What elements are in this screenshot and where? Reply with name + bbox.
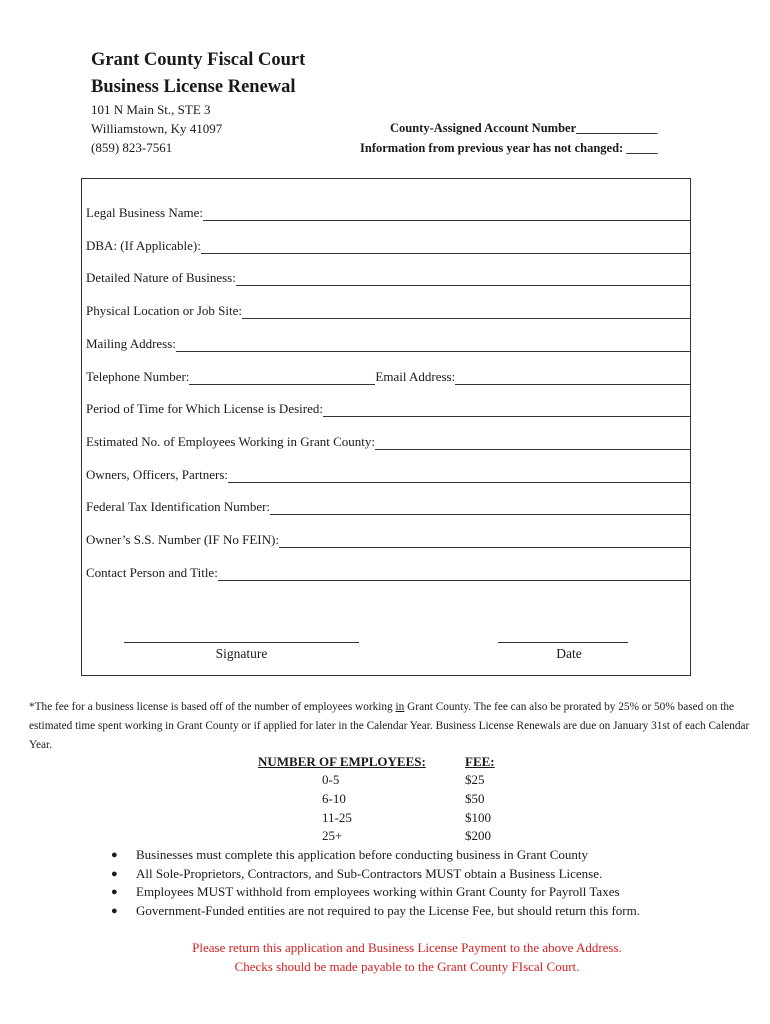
physical-location-field[interactable] <box>86 301 691 319</box>
nature-of-business-label: Detailed Nature of Business: <box>86 270 236 285</box>
contact-person-field[interactable] <box>86 563 691 581</box>
list-item-text: Businesses must complete this application before conducting business in Grant County <box>136 847 589 862</box>
legal-business-name-field[interactable] <box>86 203 691 221</box>
list-item <box>111 846 640 865</box>
phone: (859) 823-7561 <box>91 140 173 155</box>
dba-field[interactable] <box>86 236 691 254</box>
legal-business-name-line[interactable] <box>203 207 691 221</box>
license-period-field[interactable] <box>86 399 691 417</box>
contact-person-label: Contact Person and Title: <box>86 565 218 580</box>
email-line[interactable] <box>455 371 691 385</box>
list-item <box>111 883 640 902</box>
employees-column-header: NUMBER OF EMPLOYEES: <box>258 754 426 769</box>
telephone-email-field[interactable] <box>86 367 691 385</box>
fee-note <box>29 698 753 755</box>
date-label: Date <box>556 646 582 661</box>
owners-label: Owners, Officers, Partners: <box>86 467 228 482</box>
fee-cell: $25 <box>465 772 485 787</box>
address-line-2: Williamstown, Ky 41097 <box>91 121 223 136</box>
fee-column-header: FEE: <box>465 754 495 769</box>
date-line[interactable] <box>498 642 628 643</box>
signature-label: Signature <box>215 646 268 661</box>
license-period-label: Period of Time for Which License is Desired: <box>86 401 323 416</box>
employees-cell: 6-10 <box>322 791 346 806</box>
dba-line[interactable] <box>201 240 691 254</box>
fee-note-part-2: Grant County. The fee can also be prorated by 25% or 50% based on the estimated time spent working in Grant County or if applied for later in the Calendar Year. Business License Renewals are due on January 31st of each Calendar Year. <box>29 701 750 751</box>
license-period-line[interactable] <box>323 403 691 417</box>
account-number-label: County-Assigned Account Number_____________ <box>390 121 658 135</box>
telephone-label: Telephone Number: <box>86 369 190 384</box>
nature-of-business-line[interactable] <box>236 272 691 286</box>
signature-line[interactable] <box>124 642 359 643</box>
telephone-line[interactable] <box>189 371 375 385</box>
bullet-icon: ● <box>111 867 118 880</box>
fee-note-in: in <box>395 701 405 713</box>
physical-location-label: Physical Location or Job Site: <box>86 303 242 318</box>
employees-count-line[interactable] <box>375 436 691 450</box>
mailing-address-line[interactable] <box>176 338 691 352</box>
return-instructions: Please return this application and Business License Payment to the above Address. <box>192 940 622 955</box>
ssn-label: Owner’s S.S. Number (IF No FEIN): <box>86 532 279 547</box>
legal-business-name-label: Legal Business Name: <box>86 205 203 220</box>
fein-line[interactable] <box>270 501 691 515</box>
list-item <box>111 902 640 921</box>
mailing-address-label: Mailing Address: <box>86 336 176 351</box>
dba-label: DBA: (If Applicable): <box>86 238 201 253</box>
contact-person-line[interactable] <box>218 567 691 581</box>
fee-note-part-1: *The fee for a business license is based off of the number of employees working <box>29 701 396 713</box>
list-item-text: Employees MUST withhold from employees working within Grant County for Payroll Taxes <box>136 884 620 899</box>
fee-cell: $200 <box>465 828 491 843</box>
bullet-icon: ● <box>111 904 118 917</box>
physical-location-line[interactable] <box>242 305 691 319</box>
bullet-icon: ● <box>111 849 118 861</box>
owners-field[interactable] <box>86 465 691 483</box>
payment-instructions: Checks should be made payable to the Grant County FIscal Court. <box>234 959 580 974</box>
email-label: Email Address: <box>375 369 456 384</box>
info-unchanged-label: Information from previous year has not changed: _____ <box>360 141 658 155</box>
employees-count-label: Estimated No. of Employees Working in Grant County: <box>86 434 376 449</box>
fein-field[interactable] <box>86 497 691 515</box>
title-line-2: Business License Renewal <box>91 77 296 97</box>
list-item-text: Government-Funded entities are not required to pay the License Fee, but should return this form. <box>136 902 640 918</box>
bullet-icon: ● <box>111 886 118 898</box>
fee-cell: $50 <box>465 791 485 806</box>
employees-count-field[interactable] <box>86 432 691 450</box>
mailing-address-field[interactable] <box>86 334 691 352</box>
employees-cell: 25+ <box>322 828 343 843</box>
fee-cell: $100 <box>465 810 491 825</box>
ssn-field[interactable] <box>86 530 691 548</box>
fein-label: Federal Tax Identification Number: <box>86 499 271 514</box>
list-item-text: All Sole-Proprietors, Contractors, and Sub-Contractors MUST obtain a Business License. <box>136 865 603 881</box>
list-item <box>111 865 640 884</box>
address-line-1: 101 N Main St., STE 3 <box>91 102 211 117</box>
employees-cell: 0-5 <box>322 772 340 787</box>
employees-cell: 11-25 <box>322 810 352 825</box>
title-line-1: Grant County Fiscal Court <box>91 50 306 70</box>
requirements-list <box>111 846 640 920</box>
owners-line[interactable] <box>228 469 691 483</box>
nature-of-business-field[interactable] <box>86 268 691 286</box>
ssn-line[interactable] <box>279 534 691 548</box>
